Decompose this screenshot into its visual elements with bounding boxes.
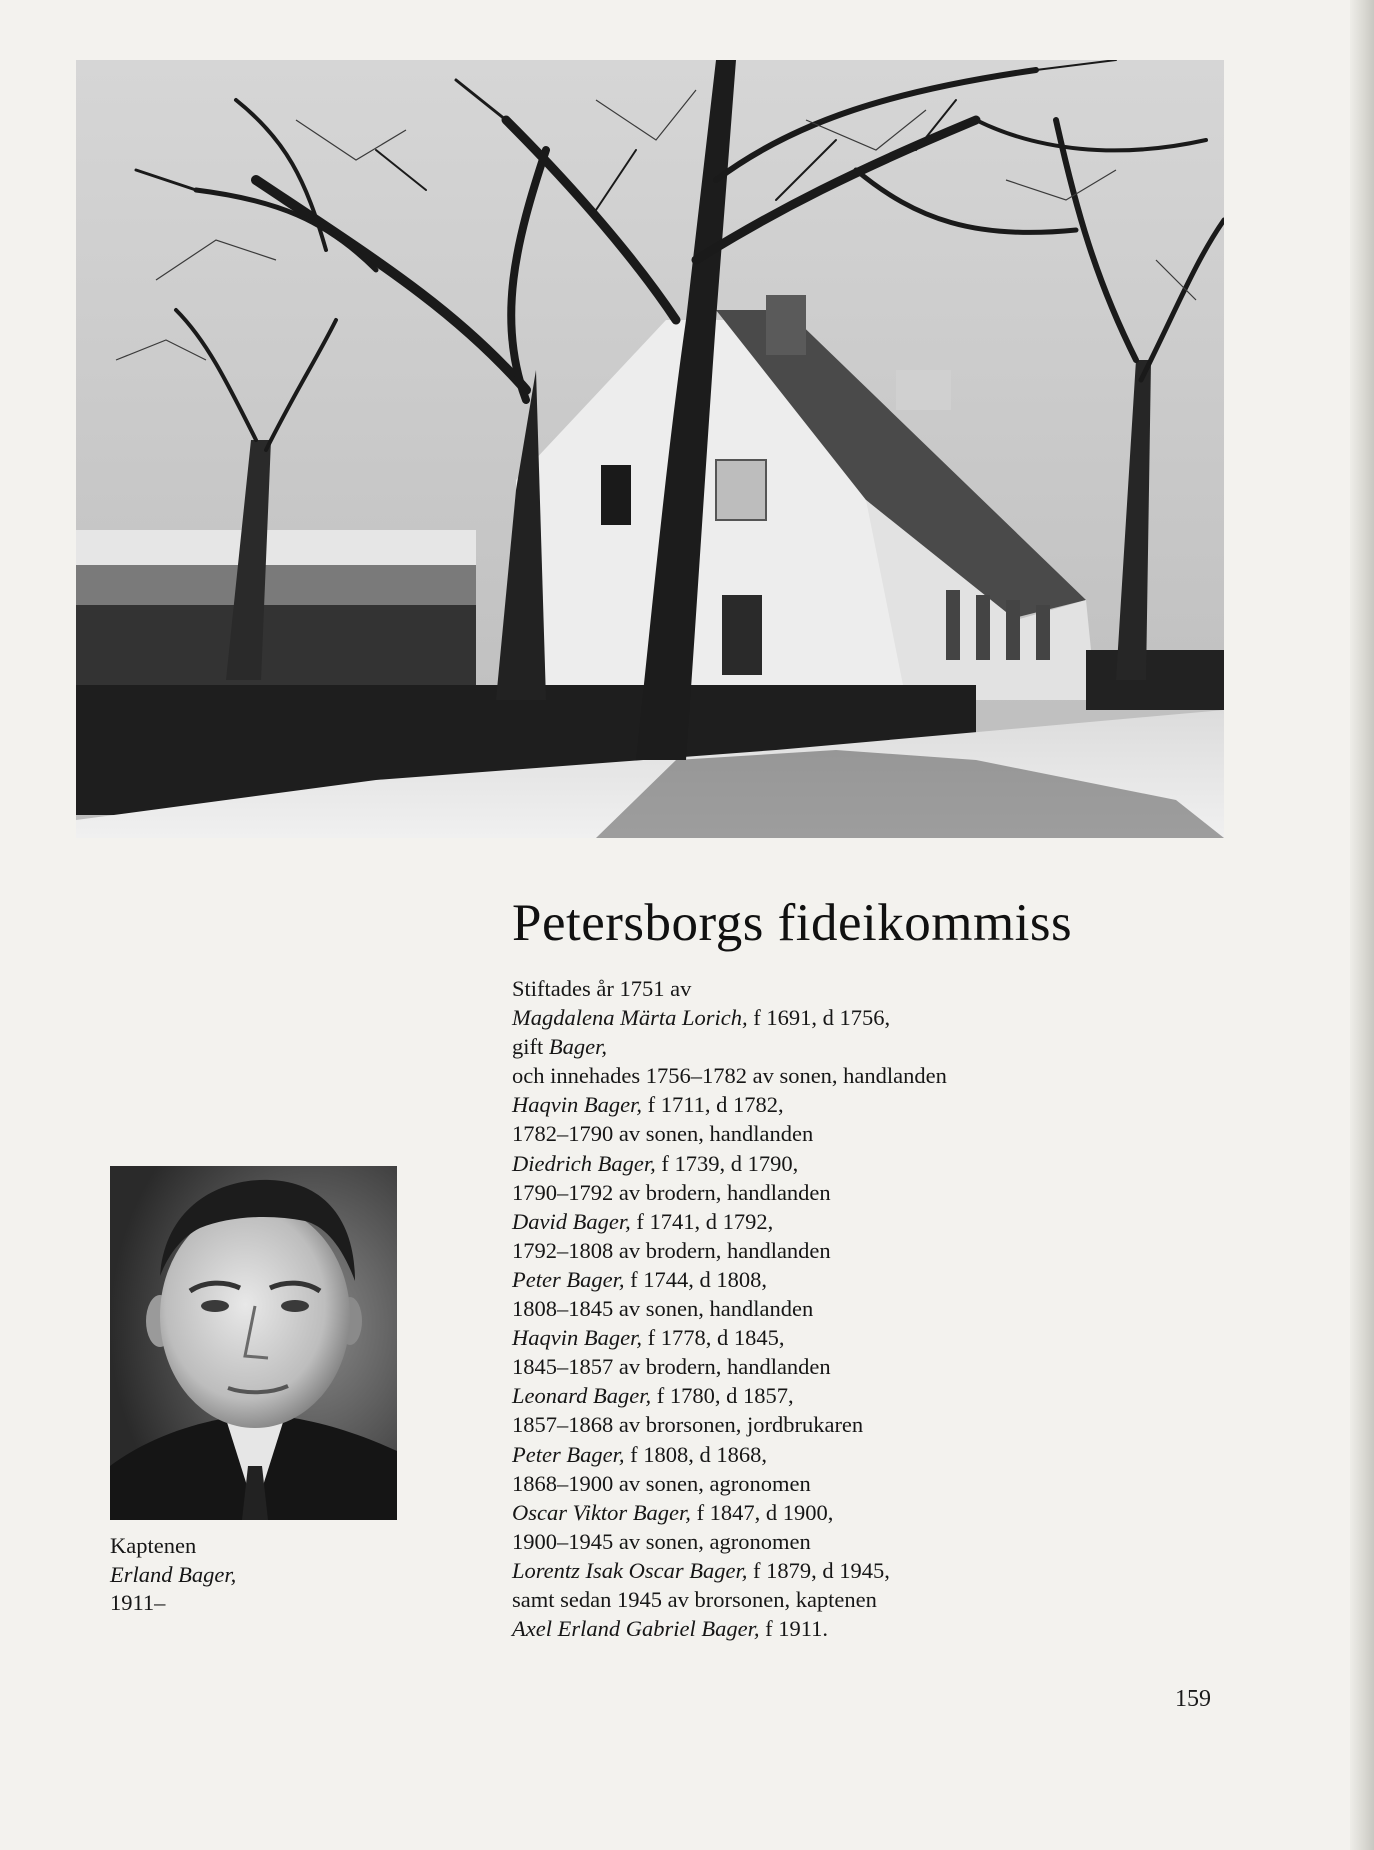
caption-years: 1911– — [110, 1590, 166, 1616]
history-name-line: Axel Erland Gabriel Bager, f 1911. — [512, 1616, 829, 1642]
history-name-line: Haqvin Bager, f 1778, d 1845, — [512, 1325, 785, 1351]
page-title: Petersborgs fideikommiss — [512, 894, 1073, 952]
history-name-line: Oscar Viktor Bager, f 1847, d 1900, — [512, 1499, 834, 1525]
history-line: 1790–1792 av brodern, handlanden — [512, 1179, 831, 1205]
history-line: gift Bager, — [512, 1034, 607, 1060]
history-name-line: Lorentz Isak Oscar Bager, f 1879, d 1945, — [512, 1557, 890, 1583]
manor-house-photo — [76, 60, 1224, 838]
caption-title: Kaptenen — [110, 1533, 197, 1558]
portrait-photo — [110, 1166, 397, 1520]
caption-name: Erland Bager, — [110, 1561, 237, 1587]
history-line: 1900–1945 av sonen, agronomen — [512, 1528, 811, 1554]
history-name-line: Haqvin Bager, f 1711, d 1782, — [512, 1092, 784, 1118]
page-edge — [1350, 0, 1374, 1850]
history-line: 1868–1900 av sonen, agronomen — [512, 1470, 811, 1496]
history-text — [512, 974, 1212, 1643]
history-name-line: David Bager, f 1741, d 1792, — [512, 1208, 774, 1234]
history-line: samt sedan 1945 av brorsonen, kaptenen — [512, 1586, 877, 1612]
history-name-line: Peter Bager, f 1744, d 1808, — [512, 1266, 767, 1292]
history-line: och innehades 1756–1782 av sonen, handlanden — [512, 1063, 947, 1089]
history-line: 1792–1808 av brodern, handlanden — [512, 1237, 831, 1263]
history-line: 1782–1790 av sonen, handlanden — [512, 1121, 814, 1147]
history-name-line: Leonard Bager, f 1780, d 1857, — [512, 1383, 794, 1409]
history-line: 1857–1868 av brorsonen, jordbrukaren — [512, 1412, 864, 1438]
history-name-line: Magdalena Märta Lorich, f 1691, d 1756, — [512, 1005, 891, 1031]
page-number: 159 — [1175, 1686, 1211, 1712]
history-line: 1845–1857 av brodern, handlanden — [512, 1354, 831, 1380]
history-line: 1808–1845 av sonen, handlanden — [512, 1296, 814, 1322]
history-name-line: Peter Bager, f 1808, d 1868, — [512, 1441, 767, 1467]
history-line: Stiftades år 1751 av — [512, 976, 692, 1001]
portrait-caption — [110, 1532, 236, 1618]
history-name-line: Diedrich Bager, f 1739, d 1790, — [512, 1150, 799, 1176]
